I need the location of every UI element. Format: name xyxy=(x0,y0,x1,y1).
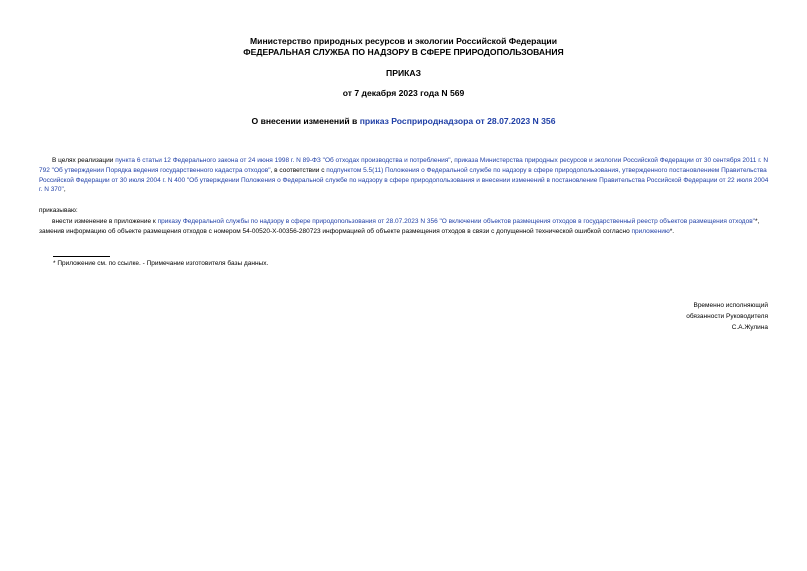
preamble-text-4: , xyxy=(63,186,66,194)
footnote: * Приложение см. по ссылке. - Примечание изготовителя базы данных. xyxy=(53,260,269,267)
signature-block xyxy=(686,300,768,333)
order-text-2: *, заменив информацию об объекте размещения отходов с номером 54-00520-Х-00356-280723 информацией об объекте размещения отходов в связи с допущенной технической ошибкой согласно xyxy=(39,218,760,235)
preamble-text-2: , xyxy=(450,157,455,164)
order-text-3: *. xyxy=(669,227,675,235)
subject-prefix: О внесении изменений в xyxy=(251,116,360,126)
order-paragraph xyxy=(39,217,772,237)
regulation-link[interactable]: подпунктом 5.5(11) Положения о Федеральной службе по надзору в сфере природопользования, утвержденного постановлением Правительства Российской Федерации от 30 июля 2004 г. N 400 "Об утверждении Положения о Федеральной службе по надзору в сфере природопользования и внесении изменений в постановление Правительства Российской Федерации от 22 июля 2004 г. N 370" xyxy=(39,166,769,194)
ministry-name: Министерство природных ресурсов и экологии Российской Федерации xyxy=(250,36,557,46)
signatory-name: С.А.Жулина xyxy=(731,324,768,331)
signature-title-line1: Временно исполняющий xyxy=(693,302,768,309)
appendix-link[interactable]: приложению xyxy=(631,227,670,235)
preamble-paragraph xyxy=(39,156,772,195)
subject-order-link[interactable]: приказ Росприроднадзора от 28.07.2023 N 356 xyxy=(359,116,556,126)
service-name: ФЕДЕРАЛЬНАЯ СЛУЖБА ПО НАДЗОРУ В СФЕРЕ ПРИРОДОПОЛЬЗОВАНИЯ xyxy=(243,47,564,57)
preamble-text-1: В целях реализации xyxy=(52,157,116,164)
order-word: приказываю: xyxy=(39,207,78,214)
order-text-1: внести изменение в приложение к xyxy=(52,218,158,225)
ministry-order-link[interactable]: приказа Министерства природных ресурсов и экологии Российской Федерации от 30 сентября 2011 г. N 792 "Об утверждении Порядка ведения государственного кадастра отходов" xyxy=(39,157,769,174)
preamble-text-3: , в соответствии с xyxy=(270,166,327,174)
document-type: ПРИКАЗ xyxy=(386,68,421,78)
signature-title-line2: обязанности Руководителя xyxy=(686,313,768,320)
footnote-divider xyxy=(53,256,110,257)
document-subject xyxy=(0,116,807,127)
federal-law-link[interactable]: пункта 6 статьи 12 Федерального закона от 24 июня 1998 г. N 89-ФЗ "Об отходах производства и потребления" xyxy=(115,157,451,164)
document-date-number: от 7 декабря 2023 года N 569 xyxy=(342,88,465,98)
amended-order-link[interactable]: приказу Федеральной службы по надзору в сфере природопользования от 28.07.2023 N 356 "О включении объектов размещения отходов в государственный реестр объектов размещения отходов" xyxy=(157,218,755,225)
